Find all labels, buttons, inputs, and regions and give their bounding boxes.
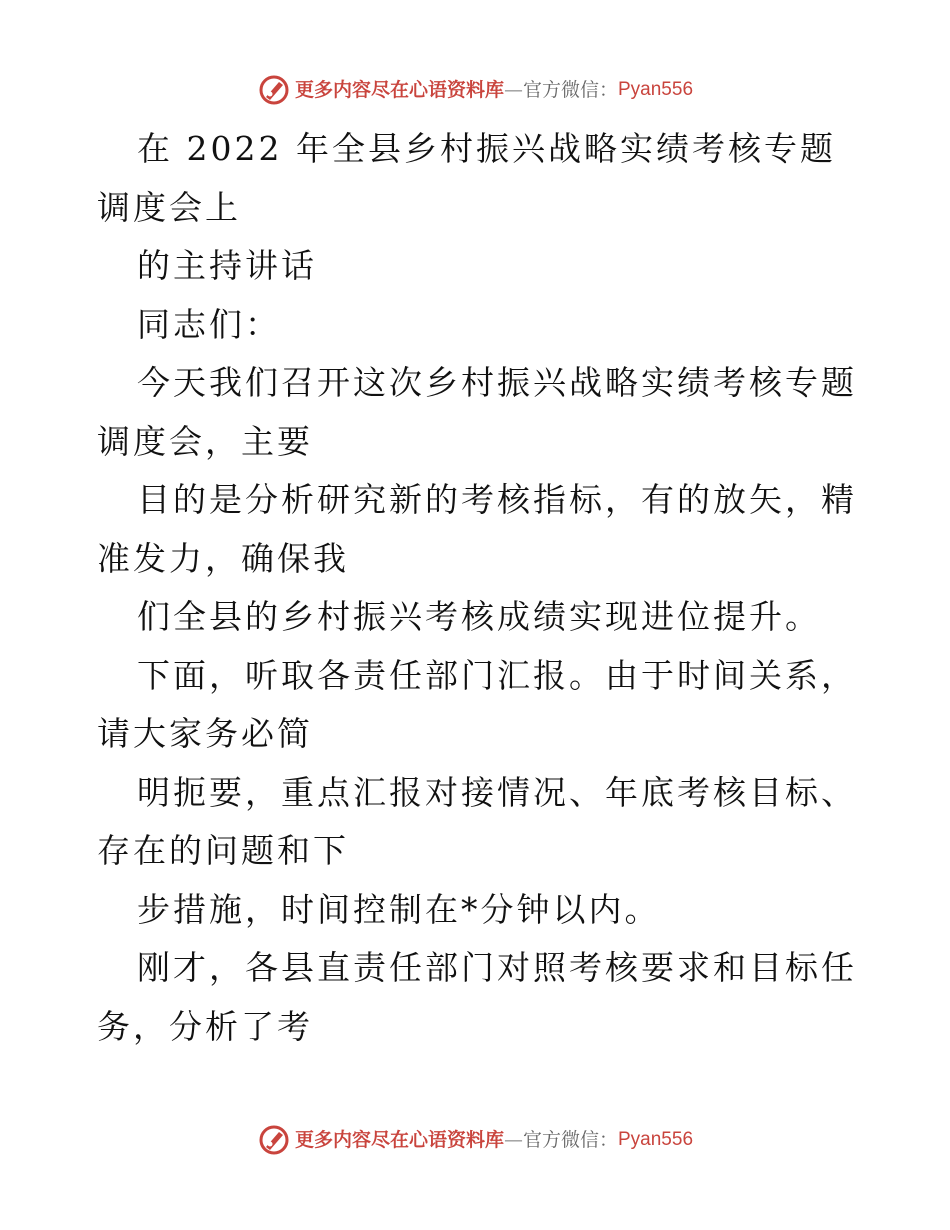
paragraph: 步措施，时间控制在*分钟以内。 [137, 889, 661, 929]
banner-main-text: 更多内容尽在心语资料库 [294, 1129, 504, 1151]
pen-logo-icon [257, 1123, 291, 1157]
document-body [97, 120, 857, 1056]
banner-wechat-id: Pyan556 [618, 1129, 694, 1150]
banner-separator: — [503, 1129, 523, 1151]
banner-wechat-label: 官方微信： [522, 1129, 618, 1151]
header-banner [0, 70, 950, 110]
footer-banner [0, 1120, 950, 1160]
paragraph: 今天我们召开这次乡村振兴战略实绩考核专题调度会，主要 [97, 363, 857, 461]
paragraph-greeting: 同志们： [137, 304, 281, 344]
paragraph: 们全县的乡村振兴考核成绩实现进位提升。 [137, 597, 821, 636]
banner-wechat-label: 官方微信： [522, 79, 618, 101]
paragraph: 明扼要，重点汇报对接情况、年底考核目标、存在的问题和下 [97, 772, 857, 870]
paragraph: 刚才，各县直责任部门对照考核要求和目标任务，分析了考 [97, 948, 857, 1046]
banner-separator: — [503, 79, 523, 101]
paragraph-title-line-2: 的主持讲话 [137, 246, 317, 285]
banner-main-text: 更多内容尽在心语资料库 [294, 79, 504, 101]
paragraph: 下面，听取各责任部门汇报。由于时间关系，请大家务必简 [97, 655, 857, 753]
banner-wechat-id: Pyan556 [618, 79, 694, 100]
pen-logo-icon [257, 73, 291, 107]
paragraph: 目的是分析研究新的考核指标，有的放矢，精准发力，确保我 [97, 480, 857, 578]
paragraph-title-line-1: 在 2022 年全县乡村振兴战略实绩考核专题调度会上 [97, 129, 836, 227]
